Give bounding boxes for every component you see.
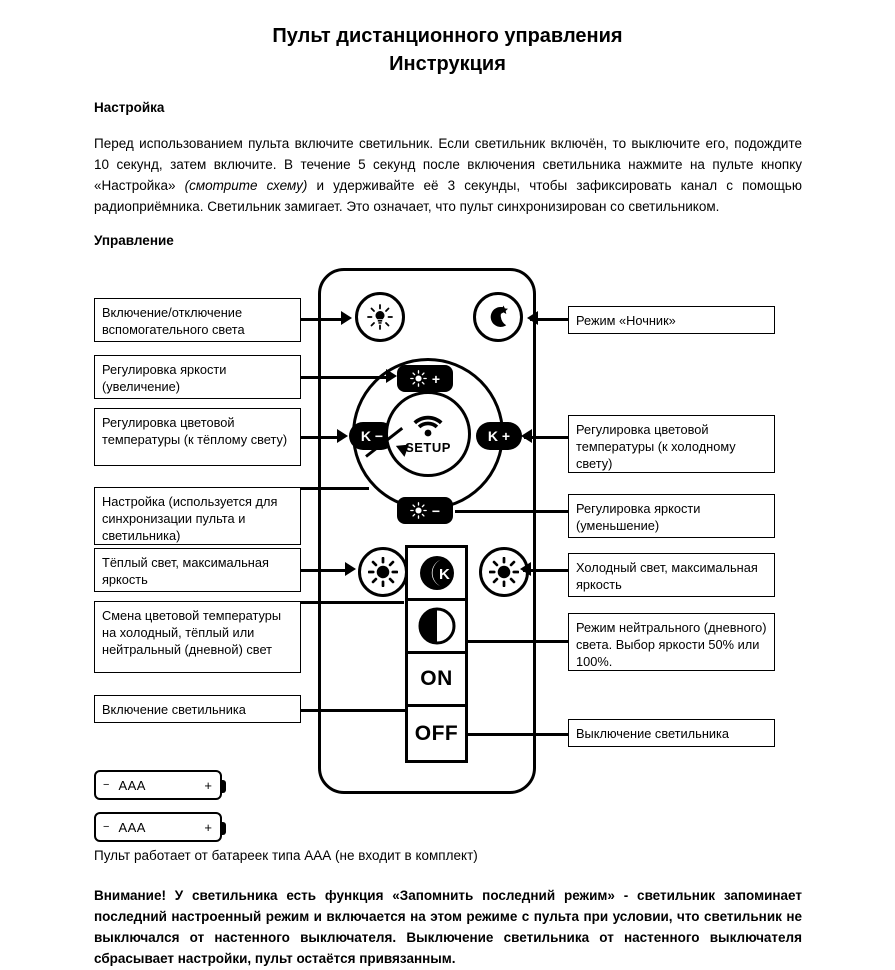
- moon-kelvin-icon: [417, 553, 457, 593]
- kelvin-minus-label: K −: [360, 428, 384, 444]
- warning-text: Внимание! У светильника есть функция «Запомнить последний режим» - светильник запоминает последний настроенный режим и включается на этом режиме с пульта при условии, что светильник не выключался от настенного выключателя. Выключение светильника от настенного выключателя сбрасывает настройки, пульт остаётся привязанным.: [94, 888, 802, 966]
- warm-max-button[interactable]: [358, 547, 408, 597]
- battery-slot-2: [94, 812, 222, 842]
- brightness-down-button[interactable]: [397, 497, 453, 524]
- callout-brightness-down: [568, 494, 775, 538]
- neutral-mode-button[interactable]: [408, 601, 465, 654]
- battery-1-label: AAA: [118, 777, 146, 793]
- brightness-down-label: −: [431, 502, 441, 519]
- power-off-label: OFF: [414, 721, 459, 745]
- power-on-button[interactable]: [408, 654, 465, 707]
- moon-star-icon: [483, 302, 513, 332]
- battery-1-cap: [220, 780, 226, 793]
- remote-button-stack: [405, 545, 468, 763]
- arrow-aux-light: [341, 311, 352, 325]
- connector-warm-max: [301, 569, 345, 572]
- brightness-up-button[interactable]: [397, 365, 453, 392]
- connector-temp-switch: [301, 601, 404, 604]
- battery-note: Пульт работает от батареек типа ААА (не входит в комплект): [94, 848, 478, 863]
- callout-power-on-text: Включение светильника: [102, 702, 246, 717]
- connector-brightness-down: [455, 510, 568, 513]
- svg-text:K: K: [438, 566, 450, 583]
- sun-filled-icon: [489, 557, 519, 587]
- callout-neutral-mode-text: Режим нейтрального (дневного) света. Выбор яркости 50% или 100%.: [576, 620, 767, 669]
- callout-brightness-up-text: Регулировка яркости (увеличение): [102, 362, 227, 394]
- sun-icon: [410, 370, 427, 387]
- arrow-brightness-up: [386, 369, 397, 383]
- connector-neutral-mode: [468, 640, 568, 643]
- connector-power-on: [301, 709, 405, 712]
- kelvin-plus-button[interactable]: [476, 422, 522, 450]
- section-text-setup: [94, 133, 802, 217]
- callout-night-mode-text: Режим «Ночник»: [576, 313, 676, 328]
- callout-brightness-up: [94, 355, 301, 399]
- callout-aux-light: [94, 298, 301, 342]
- connector-aux-light: [301, 318, 341, 321]
- arrow-night-mode: [527, 311, 538, 325]
- callout-neutral-mode: [568, 613, 775, 671]
- callout-night-mode: [568, 306, 775, 334]
- callout-setup: [94, 487, 301, 545]
- callout-power-off-text: Выключение светильника: [576, 726, 730, 741]
- arrow-warm-max: [345, 562, 356, 576]
- battery-2-cap: [220, 822, 226, 835]
- battery-1-plus: +: [204, 777, 212, 793]
- page-title-line1: Пульт дистанционного управления: [272, 25, 623, 47]
- callout-cold-max-text: Холодный свет, максимальная яркость: [576, 560, 758, 592]
- arrow-warm-temp: [337, 429, 348, 443]
- callout-power-on: [94, 695, 301, 723]
- battery-slot-1: [94, 770, 222, 800]
- arrow-cold-temp: [521, 429, 532, 443]
- callout-power-off: [568, 719, 775, 747]
- wifi-icon: [411, 414, 445, 438]
- half-circle-icon: [417, 606, 457, 646]
- page-title-line2: Инструкция: [389, 53, 506, 75]
- kelvin-plus-label: K +: [487, 428, 511, 444]
- callout-temp-switch: [94, 601, 301, 673]
- callout-cold-temp-text: Регулировка цветовой температуры (к холодному свету): [576, 422, 736, 471]
- setup-button[interactable]: [385, 391, 471, 477]
- arrow-cold-max: [520, 562, 531, 576]
- callout-setup-text: Настройка (используется для синхронизации пульта и светильника): [102, 494, 278, 543]
- night-mode-button[interactable]: [473, 292, 523, 342]
- brightness-up-label: +: [431, 370, 441, 387]
- connector-power-off: [468, 733, 568, 736]
- callout-cold-temp: [568, 415, 775, 473]
- sun-filled-icon: [368, 557, 398, 587]
- power-on-label: ON: [420, 667, 453, 690]
- aux-light-button[interactable]: [355, 292, 405, 342]
- page-title: [0, 22, 895, 78]
- setup-text-part1: Перед использованием пульта включите светильник. Если светильник включён, то выключите его, подождите 10 секунд, затем включите. В течение 5 секунд после включения светильника нажмите на пульте кнопку «Настройка»: [94, 136, 802, 193]
- callout-warm-temp-text: Регулировка цветовой температуры (к тёплому свету): [102, 415, 288, 447]
- connector-brightness-up: [301, 376, 386, 379]
- setup-text-italic: (смотрите схему): [184, 178, 308, 193]
- power-off-button[interactable]: [408, 707, 465, 760]
- battery-2-label: AAA: [118, 819, 146, 835]
- callout-warm-temp: [94, 408, 301, 466]
- battery-2-minus: −: [103, 821, 110, 833]
- section-heading-control: Управление: [94, 233, 174, 248]
- setup-text-part2: и удерживайте её 3 секунды, чтобы зафиксировать канал с помощью радиоприёмника. Светильник замигает. Это означает, что пульт синхронизирован со светильником.: [94, 178, 802, 214]
- callout-cold-max: [568, 553, 775, 597]
- battery-2-plus: +: [204, 819, 212, 835]
- connector-setup-h: [301, 487, 369, 490]
- section-heading-setup: Настройка: [94, 100, 165, 115]
- callout-brightness-down-text: Регулировка яркости (уменьшение): [576, 501, 701, 533]
- connector-warm-temp: [301, 436, 337, 439]
- sun-icon: [410, 502, 427, 519]
- callout-temp-switch-text: Смена цветовой температуры на холодный, тёплый или нейтральный (дневной) свет: [102, 608, 282, 657]
- callout-warm-max-text: Тёплый свет, максимальная яркость: [102, 555, 269, 587]
- setup-button-label: SETUP: [405, 439, 451, 455]
- battery-1-minus: −: [103, 779, 110, 791]
- temp-switch-button[interactable]: [408, 548, 465, 601]
- callout-aux-light-text: Включение/отключение вспомогательного света: [102, 305, 245, 337]
- bulb-rays-icon: [366, 303, 394, 331]
- callout-warm-max: [94, 548, 301, 592]
